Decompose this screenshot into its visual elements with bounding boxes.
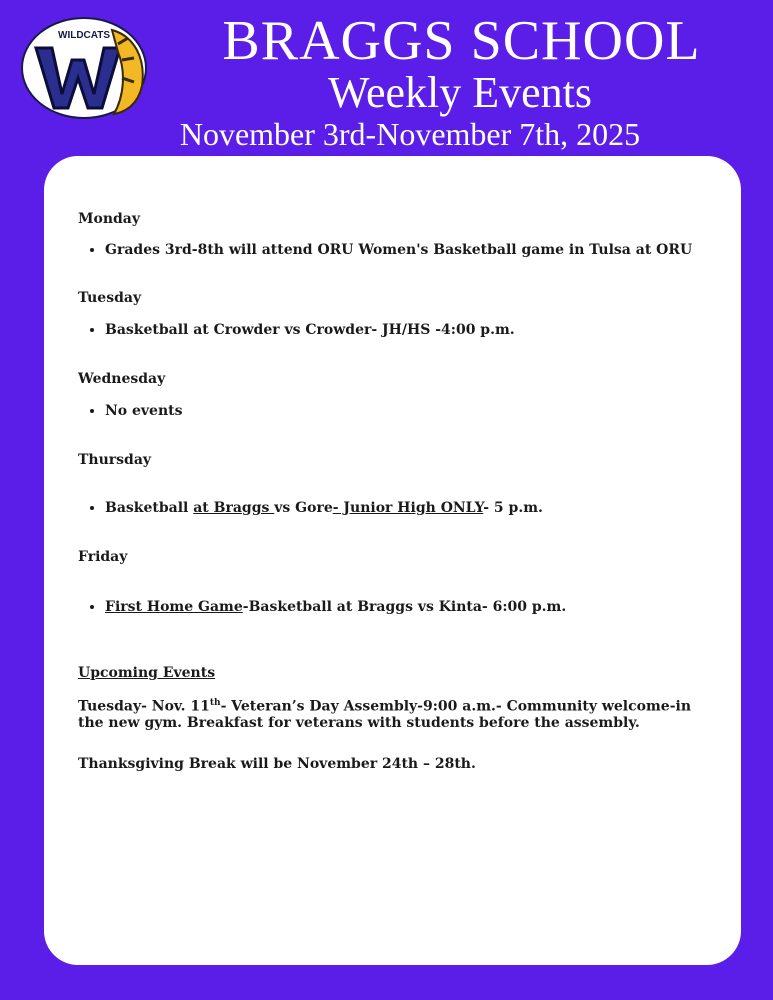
upcoming-heading: Upcoming Events [78,665,216,681]
thursday-opponent: vs Gore [274,500,333,516]
tuesday-list [78,322,698,338]
thursday-level: - Junior High ONLY [332,500,484,516]
friday-highlight: First Home Game [105,599,243,615]
tuesday-event: • Basketball at Crowder vs Crowder- JH/HS -4:00 p.m. [105,322,698,338]
events-content [78,211,698,772]
day-heading-wednesday: Wednesday [78,371,166,387]
friday-list [78,599,698,615]
upcoming-item-thanksgiving: Thanksgiving Break will be November 24th – 28th. [78,755,476,772]
upcoming-item-veterans-text: - Veteran’s Day Assembly-9:00 a.m.- Community welcome-in the new gym. Breakfast for veterans with students before the assembly. [78,698,692,731]
thursday-location: at Braggs [193,500,275,516]
wednesday-event: • No events [105,403,698,419]
day-heading-monday: Monday [78,211,141,227]
day-heading-friday: Friday [78,549,128,565]
friday-event [105,599,698,615]
monday-event: • Grades 3rd-8th will attend ORU Women's Basketball game in Tulsa at ORU [105,242,698,258]
upcoming-item-veterans-sup: th [209,698,221,708]
upcoming-section [78,665,698,772]
page-subtitle: Weekly Events [327,68,593,117]
day-heading-tuesday: Tuesday [78,290,142,306]
page-title: BRAGGS SCHOOL [222,10,701,72]
logo-text: WILDCATS [58,30,111,41]
thursday-event [105,500,698,516]
wildcats-logo [14,8,154,126]
date-range: November 3rd-November 7th, 2025 [179,116,641,152]
upcoming-item-veterans [78,698,698,731]
thursday-text-1: Basketball [105,500,194,516]
friday-text: -Basketball at Braggs vs Kinta- 6:00 p.m. [242,599,567,615]
upcoming-item-veterans-date: Tuesday- Nov. 11 [78,698,210,715]
monday-list [78,242,698,258]
thursday-list [78,500,698,516]
thursday-time: - 5 p.m. [483,500,543,516]
wednesday-list [78,403,698,419]
day-heading-thursday: Thursday [78,452,152,468]
